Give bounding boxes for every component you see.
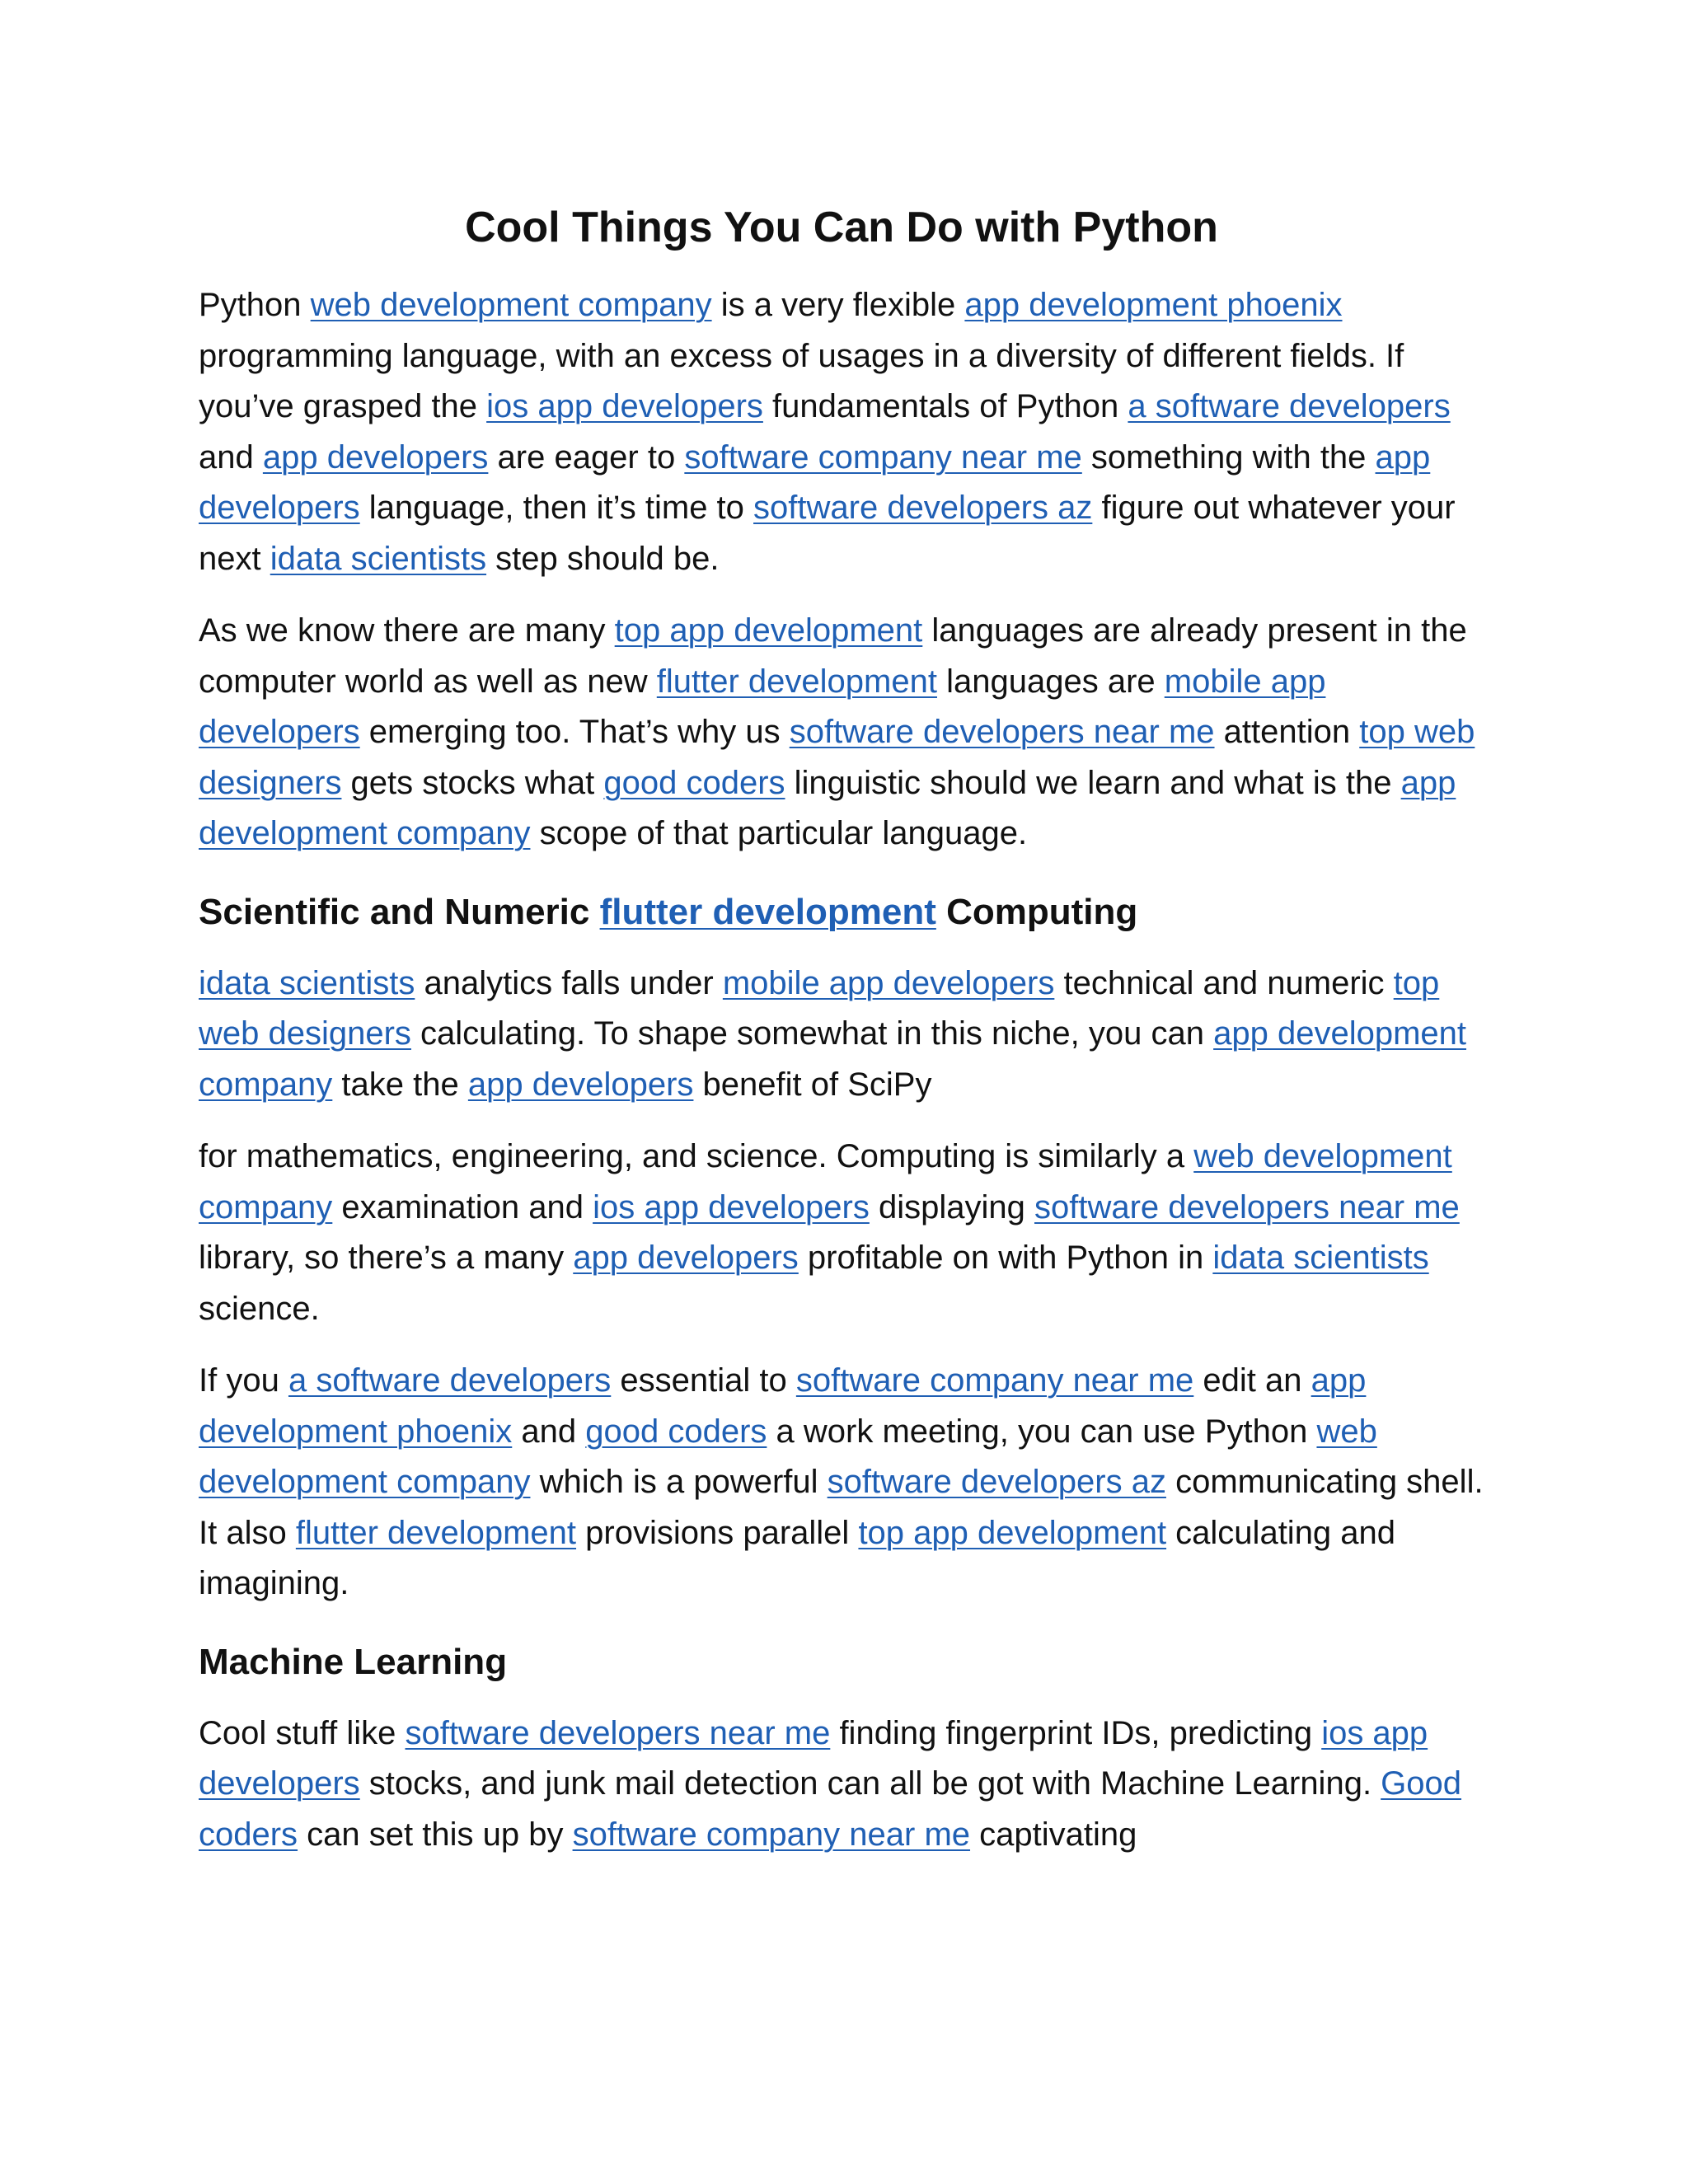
hyperlink[interactable]: flutter development: [599, 891, 936, 932]
hyperlink[interactable]: app developers: [573, 1240, 799, 1276]
document-body: [199, 280, 1484, 1860]
text-run: technical and numeric: [1054, 964, 1394, 1001]
text-run: take the: [332, 1066, 468, 1103]
hyperlink[interactable]: idata scientists: [1212, 1240, 1429, 1276]
hyperlink[interactable]: software company near me: [684, 438, 1082, 476]
text-run: essential to: [611, 1362, 796, 1399]
text-run: stocks, and junk mail detection can all be got with Machine Learning.: [359, 1765, 1381, 1802]
text-run: science.: [199, 1290, 320, 1327]
text-run: languages are: [936, 663, 1165, 700]
text-run: figure out whatever your next: [199, 490, 1456, 577]
text-run: are eager to: [488, 438, 685, 476]
text-run: Computing: [935, 891, 1138, 932]
hyperlink[interactable]: software company near me: [795, 1362, 1194, 1399]
text-run: calculating. To shape somewhat in this niche, you can: [410, 1015, 1214, 1052]
hyperlink[interactable]: flutter development: [295, 1514, 577, 1551]
hyperlink[interactable]: a software developers: [288, 1362, 612, 1399]
text-run: which is a powerful: [530, 1464, 828, 1500]
hyperlink[interactable]: web development company: [199, 1138, 1452, 1226]
text-run: benefit of SciPy: [693, 1066, 932, 1103]
text-run: examination and: [332, 1188, 593, 1226]
hyperlink[interactable]: a software developers: [1128, 388, 1451, 424]
text-run: scope of that particular language.: [530, 815, 1028, 851]
text-run: captivating: [970, 1816, 1137, 1853]
text-run: Python: [199, 287, 311, 323]
text-run: finding fingerprint IDs, predicting: [830, 1714, 1322, 1751]
hyperlink[interactable]: software developers az: [827, 1464, 1166, 1500]
text-run: is a very flexible: [711, 287, 965, 323]
paragraph: [199, 1132, 1484, 1334]
text-run: programming language, with an excess of usages in a diversity of different fields. If you’ve grasped the: [199, 337, 1404, 424]
text-run: and: [199, 438, 263, 476]
text-run: linguistic should we learn and what is the: [785, 764, 1401, 801]
hyperlink[interactable]: app developers: [199, 438, 1431, 526]
text-run: languages are already present in the computer world as well as new: [199, 612, 1467, 700]
hyperlink[interactable]: idata scientists: [199, 964, 415, 1001]
text-run: gets stocks what: [341, 764, 604, 801]
paragraph: [199, 1708, 1484, 1861]
text-run: a work meeting, you can use Python: [767, 1413, 1317, 1450]
paragraph: [199, 606, 1484, 860]
hyperlink[interactable]: ios app developers: [486, 388, 763, 424]
hyperlink[interactable]: app development phoenix: [199, 1362, 1367, 1450]
section-heading: [199, 886, 1484, 939]
text-run: attention: [1214, 714, 1360, 750]
document-page: [199, 194, 1484, 1882]
hyperlink[interactable]: app development company: [199, 1015, 1467, 1103]
paragraph: [199, 1356, 1484, 1610]
hyperlink[interactable]: web development company: [199, 1413, 1377, 1500]
hyperlink[interactable]: ios app developers: [199, 1714, 1428, 1802]
hyperlink[interactable]: top web designers: [199, 714, 1475, 801]
text-run: communicating shell. It also: [199, 1464, 1484, 1551]
text-run: language, then it’s time to: [359, 490, 754, 526]
paragraph: [199, 280, 1484, 584]
hyperlink[interactable]: software developers near me: [789, 714, 1215, 750]
text-run: for mathematics, engineering, and science. Computing is similarly a: [199, 1138, 1194, 1174]
hyperlink[interactable]: software developers near me: [405, 1714, 831, 1751]
text-run: fundamentals of Python: [762, 388, 1128, 424]
text-run: displaying: [869, 1188, 1034, 1226]
document-title: Cool Things You Can Do with Python: [465, 204, 1218, 251]
text-run: edit an: [1193, 1362, 1311, 1399]
text-run: analytics falls under: [415, 964, 723, 1001]
text-run: calculating and imagining.: [199, 1514, 1396, 1601]
hyperlink[interactable]: app development company: [199, 764, 1456, 851]
text-run: profitable on with Python in: [798, 1240, 1213, 1276]
hyperlink[interactable]: app development phoenix: [964, 287, 1343, 323]
text-run: can set this up by: [298, 1816, 573, 1853]
hyperlink[interactable]: top app development: [614, 612, 923, 649]
hyperlink[interactable]: software developers az: [753, 490, 1093, 526]
text-run: Cool stuff like: [199, 1714, 406, 1751]
hyperlink[interactable]: idata scientists: [270, 540, 487, 577]
text-run: emerging too. That’s why us: [359, 714, 790, 750]
text-run: As we know there are many: [199, 612, 615, 649]
hyperlink[interactable]: mobile app developers: [199, 663, 1326, 750]
hyperlink[interactable]: web development company: [310, 287, 712, 323]
hyperlink[interactable]: app developers: [467, 1066, 694, 1103]
hyperlink[interactable]: software developers near me: [1034, 1188, 1460, 1226]
hyperlink[interactable]: flutter development: [656, 663, 937, 700]
hyperlink[interactable]: mobile app developers: [722, 964, 1055, 1001]
hyperlink[interactable]: top web designers: [199, 964, 1440, 1052]
section-heading: [199, 1636, 1484, 1689]
hyperlink[interactable]: top app development: [858, 1514, 1167, 1551]
hyperlink[interactable]: good coders: [585, 1413, 767, 1450]
text-run: If you: [199, 1362, 288, 1399]
hyperlink[interactable]: Good coders: [199, 1765, 1462, 1853]
hyperlink[interactable]: app developers: [262, 438, 489, 476]
text-run: Machine Learning: [199, 1641, 508, 1682]
text-run: something with the: [1081, 438, 1376, 476]
hyperlink[interactable]: good coders: [603, 764, 785, 801]
hyperlink[interactable]: ios app developers: [593, 1188, 870, 1226]
text-run: step should be.: [486, 540, 720, 577]
text-run: and: [512, 1413, 586, 1450]
text-run: library, so there’s a many: [199, 1240, 574, 1276]
text-run: provisions parallel: [576, 1514, 859, 1551]
hyperlink[interactable]: software company near me: [572, 1816, 971, 1853]
paragraph: [199, 958, 1484, 1111]
text-run: Scientific and Numeric: [199, 891, 600, 932]
